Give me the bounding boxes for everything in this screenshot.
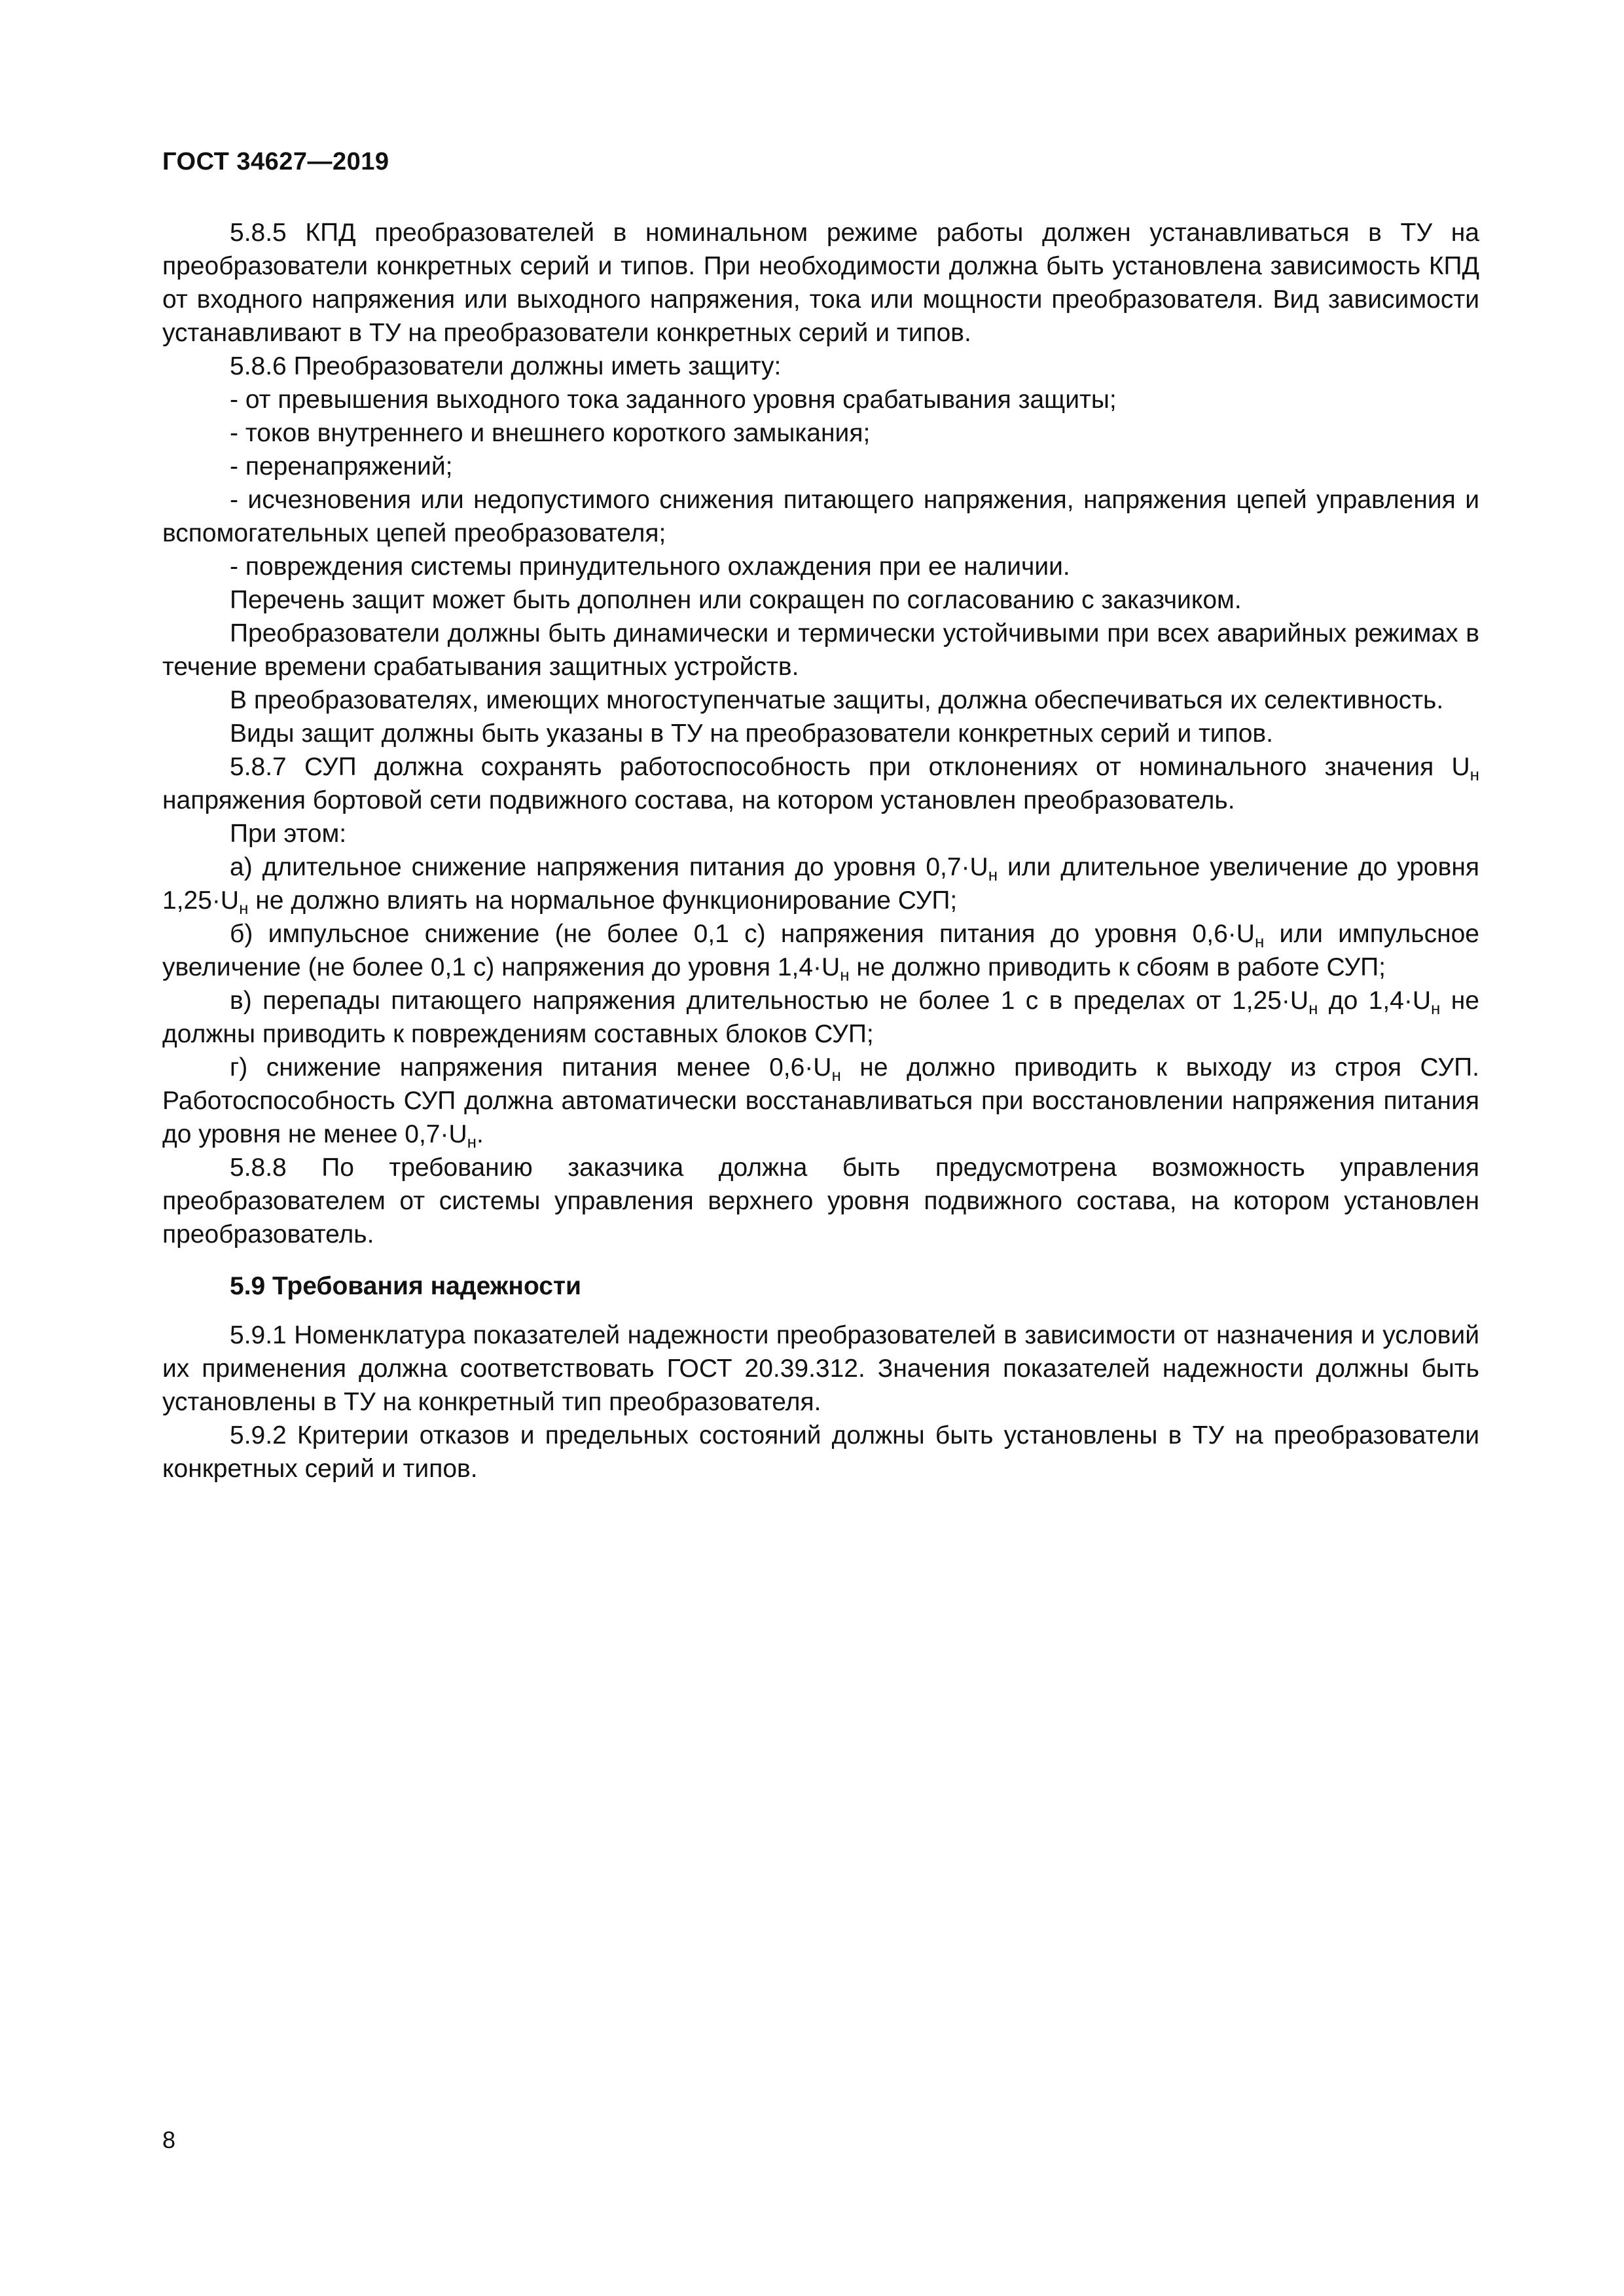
subscript-text: н <box>467 1132 477 1152</box>
subscript-text: н <box>239 898 249 918</box>
paragraph-p586b <box>162 416 1479 450</box>
paragraph-text: не должно приводить к выходу из строя СУП. Работоспособность СУП должна автоматически восстанавливаться при восстановлении напряжения питания до уровня не менее 0,7·U <box>162 1053 1479 1148</box>
paragraph-text: Перечень защит может быть дополнен или сокращен по согласованию с заказчиком. <box>230 586 1242 614</box>
section-5-8-body <box>162 216 1479 1251</box>
paragraph-text: напряжения бортовой сети подвижного состава, на котором установлен преобразователь. <box>162 786 1235 814</box>
subscript-text: н <box>1254 932 1265 951</box>
paragraph-text: не должно влиять на нормальное функционирование СУП; <box>248 886 958 915</box>
paragraph-p587d <box>162 984 1479 1051</box>
paragraph-text: Преобразователи должны быть динамически и термически устойчивыми при всех аварийных режимах в течение времени срабатывания защитных устройств. <box>162 619 1479 681</box>
paragraph-text: - от превышения выходного тока заданного уровня срабатывания защиты; <box>230 386 1117 414</box>
paragraph-text: Виды защит должны быть указаны в ТУ на преобразователи конкретных серий и типов. <box>230 720 1273 748</box>
paragraph-p587a <box>162 817 1479 850</box>
paragraph-p586i <box>162 717 1479 750</box>
paragraph-text: - повреждения системы принудительного охлаждения при ее наличии. <box>230 553 1070 581</box>
paragraph-p586e <box>162 550 1479 583</box>
paragraph-p587 <box>162 750 1479 817</box>
paragraph-text: - исчезновения или недопустимого снижения питающего напряжения, напряжения цепей управления и вспомогательных цепей преобразователя; <box>162 486 1479 547</box>
paragraph-text: г) снижение напряжения питания менее 0,6·U <box>230 1053 832 1082</box>
paragraph-p591 <box>162 1319 1479 1419</box>
paragraph-p592 <box>162 1419 1479 1485</box>
subscript-text: н <box>1470 765 1479 784</box>
paragraph-text: - токов внутреннего и внешнего короткого замыкания; <box>230 419 871 447</box>
paragraph-text: 5.8.5 КПД преобразователей в номинальном режиме работы должен устанавливаться в ТУ на преобразователи конкретных серий и типов. При необходимости должна быть установлена зависимость КПД от входного напряжения или выходного напряжения, тока или мощности преобразователя. Вид зависимости устанавливают в ТУ на преобразователи конкретных серий и типов. <box>162 219 1479 347</box>
paragraph-p586a <box>162 383 1479 416</box>
paragraph-text: - перенапряжений; <box>230 452 453 481</box>
paragraph-text: в) перепады питающего напряжения длительностью не более 1 с в пределах от 1,25·U <box>230 987 1309 1015</box>
paragraph-text: В преобразователях, имеющих многоступенчатые защиты, должна обеспечиваться их селективность. <box>230 686 1444 714</box>
paragraph-p588 <box>162 1151 1479 1251</box>
paragraph-p587c <box>162 917 1479 984</box>
subscript-text: н <box>988 865 998 884</box>
paragraph-p586g <box>162 617 1479 683</box>
paragraph-p586h <box>162 683 1479 717</box>
subscript-text: н <box>840 965 850 985</box>
paragraph-text: б) импульсное снижение (не более 0,1 с) напряжения питания до уровня 0,6·U <box>230 920 1255 948</box>
paragraph-text: 5.9.1 Номенклатура показателей надежности преобразователей в зависимости от назначения и условий их применения должна соответствовать ГОСТ 20.39.312. Значения показателей надежности должны быть установлены в ТУ на конкретный тип преобразователя. <box>162 1321 1479 1416</box>
paragraph-text: 5.9.2 Критерии отказов и предельных состояний должны быть установлены в ТУ на преобразователи конкретных серий и типов. <box>162 1421 1479 1483</box>
paragraph-text: 5.8.6 Преобразователи должны иметь защиту: <box>230 352 782 380</box>
paragraph-text: до 1,4·U <box>1318 987 1432 1015</box>
subscript-text: н <box>831 1065 841 1085</box>
subscript-text: н <box>1431 998 1441 1018</box>
document-body <box>162 216 1479 1485</box>
paragraph-text: При этом: <box>230 820 347 848</box>
paragraph-p587e <box>162 1051 1479 1151</box>
section-5-9-body <box>162 1319 1479 1485</box>
paragraph-text: не должны приводить к повреждениям составных блоков СУП; <box>162 987 1479 1048</box>
section-heading-5-9: 5.9 Требования надежности <box>230 1272 582 1300</box>
paragraph-p586d <box>162 483 1479 550</box>
paragraph-text: 5.8.8 По требованию заказчика должна быть предусмотрена возможность управления преобразователем от системы управления верхнего уровня подвижного состава, на котором установлен преобразователь. <box>162 1154 1479 1248</box>
paragraph-text: или длительное увеличение до уровня 1,25·U <box>162 853 1479 915</box>
paragraph-text: а) длительное снижение напряжения питания до уровня 0,7·U <box>230 853 988 881</box>
standard-header: ГОСТ 34627—2019 <box>162 148 389 175</box>
paragraph-p586c <box>162 450 1479 483</box>
page-number: 8 <box>162 2126 176 2153</box>
paragraph-text: не должно приводить к сбоям в работе СУП; <box>849 953 1386 981</box>
paragraph-text: . <box>476 1120 484 1148</box>
paragraph-text: или импульсное увеличение (не более 0,1 с) напряжения до уровня 1,4·U <box>162 920 1479 981</box>
subscript-text: н <box>1308 998 1318 1018</box>
paragraph-p587b <box>162 850 1479 917</box>
paragraph-p586 <box>162 350 1479 383</box>
paragraph-p585 <box>162 216 1479 350</box>
paragraph-text: 5.8.7 СУП должна сохранять работоспособность при отклонениях от номинального значения U <box>230 753 1470 781</box>
paragraph-p586f <box>162 583 1479 617</box>
